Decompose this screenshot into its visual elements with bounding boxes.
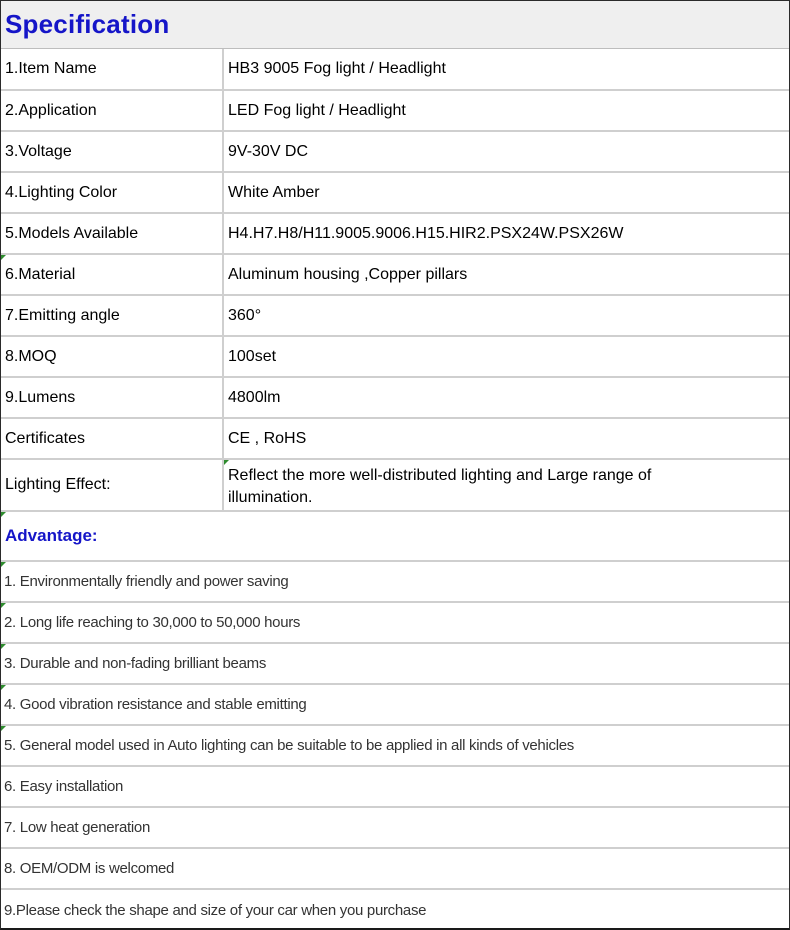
table-row	[1, 377, 789, 418]
spec-value: LED Fog light / Headlight	[223, 90, 789, 131]
spec-label: 1.Item Name	[1, 49, 223, 90]
spec-label: 8.MOQ	[1, 336, 223, 377]
spec-label: 6.Material	[1, 254, 223, 295]
spec-value: Reflect the more well-distributed lighting and Large range of illumination.	[223, 459, 789, 511]
list-item: 5. General model used in Auto lighting can be suitable to be applied in all kinds of vehicles	[1, 726, 789, 767]
spec-value: CE , RoHS	[223, 418, 789, 459]
spec-label: 7.Emitting angle	[1, 295, 223, 336]
spec-label: Lighting Effect:	[1, 459, 223, 511]
spec-value: 4800lm	[223, 377, 789, 418]
advantage-header	[1, 512, 789, 562]
spec-value: 360°	[223, 295, 789, 336]
table-row	[1, 336, 789, 377]
list-item: 6. Easy installation	[1, 767, 789, 808]
spec-label: 3.Voltage	[1, 131, 223, 172]
table-row	[1, 459, 789, 511]
title-bar	[1, 1, 789, 49]
spec-label: 2.Application	[1, 90, 223, 131]
spec-value: 100set	[223, 336, 789, 377]
list-item: 7. Low heat generation	[1, 808, 789, 849]
list-item: 1. Environmentally friendly and power saving	[1, 562, 789, 603]
spec-value: HB3 9005 Fog light / Headlight	[223, 49, 789, 90]
advantage-title: Advantage:	[5, 526, 98, 545]
table-row	[1, 131, 789, 172]
table-row	[1, 49, 789, 90]
spec-value: H4.H7.H8/H11.9005.9006.H15.HIR2.PSX24W.PSX26W	[223, 213, 789, 254]
spec-label: 9.Lumens	[1, 377, 223, 418]
table-row	[1, 295, 789, 336]
table-row	[1, 254, 789, 295]
list-item: 4. Good vibration resistance and stable emitting	[1, 685, 789, 726]
spec-value: 9V-30V DC	[223, 131, 789, 172]
table-row	[1, 213, 789, 254]
table-row	[1, 90, 789, 131]
spec-table	[1, 49, 789, 512]
table-row	[1, 418, 789, 459]
spec-label: Certificates	[1, 418, 223, 459]
spec-label: 5.Models Available	[1, 213, 223, 254]
spec-value: White Amber	[223, 172, 789, 213]
list-item: 8. OEM/ODM is welcomed	[1, 849, 789, 890]
list-item: 3. Durable and non-fading brilliant beams	[1, 644, 789, 685]
page-title: Specification	[5, 9, 170, 39]
table-row	[1, 172, 789, 213]
spec-value: Aluminum housing ,Copper pillars	[223, 254, 789, 295]
spec-label: 4.Lighting Color	[1, 172, 223, 213]
list-item: 2. Long life reaching to 30,000 to 50,000 hours	[1, 603, 789, 644]
list-item: 9.Please check the shape and size of your car when you purchase	[4, 902, 427, 919]
